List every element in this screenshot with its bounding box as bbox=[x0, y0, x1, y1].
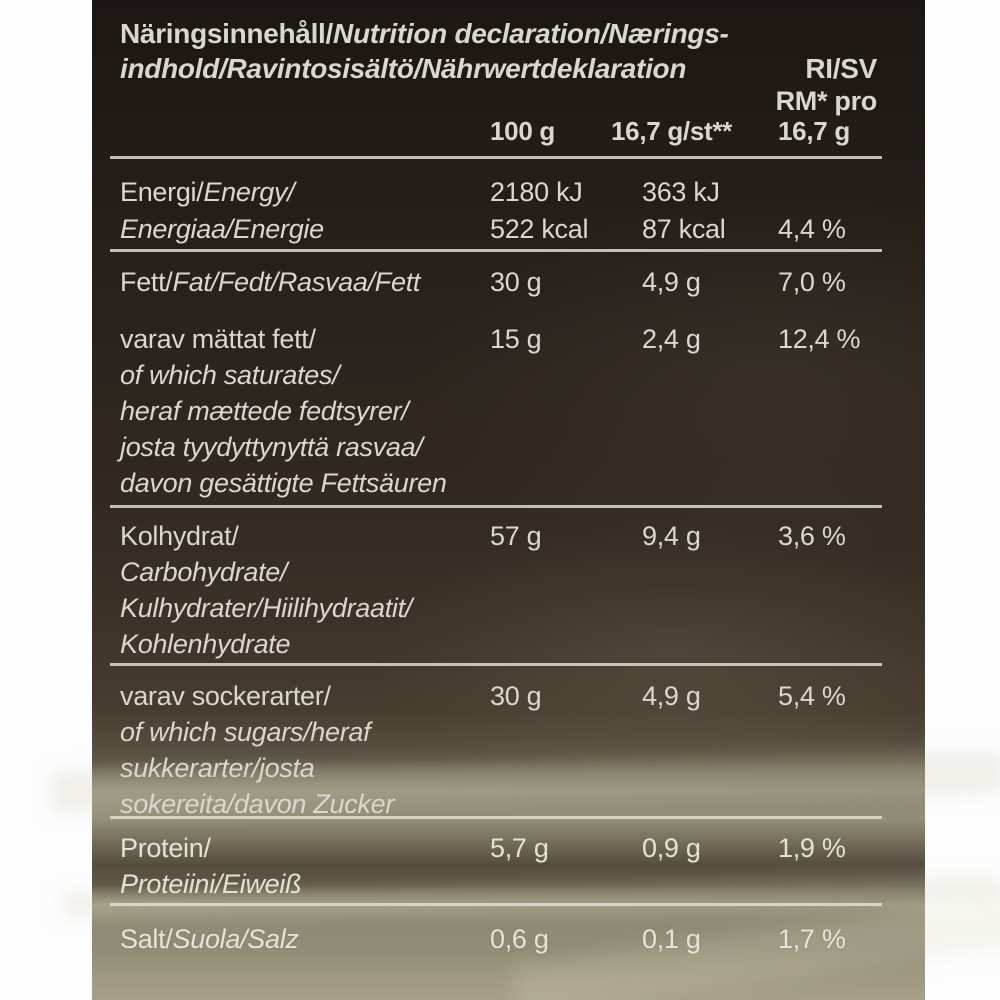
row-sugars bbox=[120, 678, 877, 822]
row-saturates-portion: 2,4 g bbox=[642, 324, 701, 354]
row-protein bbox=[120, 830, 877, 902]
row-energy-per100: 2180 kJ 522 kcal bbox=[490, 177, 589, 244]
row-carbohydrate-per100: 57 g bbox=[490, 521, 542, 551]
row-saturates bbox=[120, 321, 877, 501]
row-carbohydrate-label: Kolhydrat/ Carbohydrate/ Kulhydrater/Hiilihydraatit/ Kohlenhydrate bbox=[120, 521, 413, 659]
row-energy-ri: 4,4 % bbox=[778, 214, 846, 244]
row-protein-ri: 1,9 % bbox=[778, 833, 846, 863]
column-per-portion: 16,7 g/st** bbox=[611, 116, 732, 146]
row-salt-ri: 1,7 % bbox=[778, 924, 846, 954]
row-sugars-portion: 4,9 g bbox=[642, 681, 701, 711]
title-swedish: Näringsinnehåll/ bbox=[120, 18, 334, 49]
row-energy-label: Energi/Energy/ Energiaa/Energie bbox=[120, 177, 324, 244]
row-protein-portion: 0,9 g bbox=[642, 833, 701, 863]
row-saturates-per100: 15 g bbox=[490, 324, 542, 354]
row-salt-portion: 0,1 g bbox=[642, 924, 701, 954]
divider bbox=[110, 156, 882, 159]
table-title-line2 bbox=[120, 51, 877, 86]
row-fat-label: Fett/Fat/Fedt/Rasvaa/Fett bbox=[120, 267, 421, 297]
divider bbox=[110, 903, 882, 906]
row-fat bbox=[120, 264, 877, 300]
row-salt-label: Salt/Suola/Salz bbox=[120, 924, 299, 954]
divider bbox=[110, 663, 882, 666]
row-protein-per100: 5,7 g bbox=[490, 833, 549, 863]
package-background bbox=[92, 0, 925, 1000]
row-saturates-ri: 12,4 % bbox=[778, 324, 861, 354]
rm-pro-header: RM* pro bbox=[775, 86, 877, 116]
row-salt bbox=[120, 921, 877, 957]
spacer bbox=[120, 116, 490, 146]
title-translations-1: Nutrition declaration/Nærings- bbox=[333, 18, 729, 49]
title-translations-2: indhold/Ravintosisältö/Nährwertdeklaration bbox=[120, 53, 687, 84]
divider bbox=[110, 505, 882, 508]
row-carbohydrate-portion: 9,4 g bbox=[642, 521, 701, 551]
row-protein-label: Protein/ Proteiini/Eiweiß bbox=[120, 833, 302, 899]
column-header-row bbox=[120, 116, 877, 146]
row-carbohydrate-ri: 3,6 % bbox=[778, 521, 846, 551]
nutrition-table bbox=[92, 0, 925, 1000]
divider bbox=[110, 249, 882, 252]
row-saturates-label: varav mättat fett/ of which saturates/ heraf mættede fedtsyrer/ josta tyydyttynyttä rasvaa/ davon gesättigte Fettsäuren bbox=[120, 324, 447, 498]
row-fat-per100: 30 g bbox=[490, 267, 542, 297]
column-ri-per-portion: 16,7 g bbox=[778, 116, 850, 146]
row-carbohydrate bbox=[120, 518, 877, 662]
table-title-line1 bbox=[120, 16, 877, 51]
row-sugars-per100: 30 g bbox=[490, 681, 542, 711]
row-salt-per100: 0,6 g bbox=[490, 924, 549, 954]
row-sugars-ri: 5,4 % bbox=[778, 681, 846, 711]
column-per-100g: 100 g bbox=[490, 116, 555, 146]
row-energy-portion: 363 kJ 87 kcal bbox=[642, 177, 726, 244]
row-energy bbox=[120, 174, 877, 248]
ri-sv-header: RI/SV bbox=[805, 53, 877, 84]
row-fat-portion: 4,9 g bbox=[642, 267, 701, 297]
row-sugars-label: varav sockerarter/ of which sugars/heraf sukkerarter/josta sokereita/davon Zucker bbox=[120, 681, 395, 819]
row-fat-ri: 7,0 % bbox=[778, 267, 846, 297]
